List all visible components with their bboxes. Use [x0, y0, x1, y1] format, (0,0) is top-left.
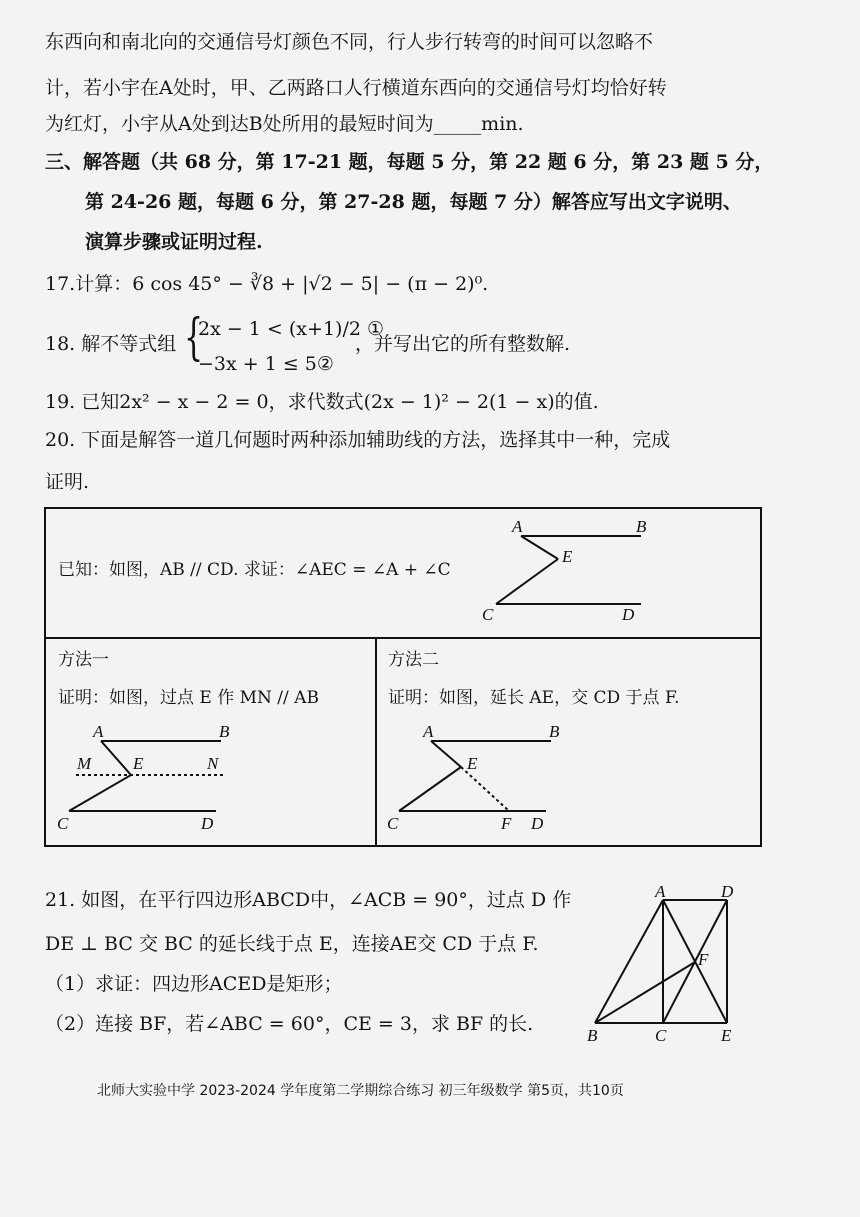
parallelogram-figure — [585, 885, 755, 1055]
given-figure — [466, 514, 666, 629]
proof-table — [44, 507, 762, 847]
label-c: C — [387, 814, 399, 833]
question-18-ineq-2: −3x + 1 ≤ 5② — [198, 353, 334, 375]
method-one-title: 方法一 — [58, 650, 109, 670]
continued-line-2: 计，若小宇在A处时，甲、乙两路口人行横道东西向的交通信号灯均恰好转 — [45, 77, 667, 99]
label-d: D — [201, 814, 214, 833]
method-two-text: 证明：如图，延长 AE，交 CD 于点 F. — [388, 688, 680, 708]
label-e: E — [467, 754, 478, 773]
horizontal-divider — [46, 637, 760, 639]
label-a: A — [655, 885, 666, 901]
label-c: C — [57, 814, 69, 833]
given-statement: 已知：如图，AB // CD. 求证：∠AEC = ∠A + ∠C — [58, 560, 451, 580]
method-one-figure — [51, 719, 251, 839]
label-e: E — [721, 1026, 732, 1045]
label-f: F — [698, 950, 709, 969]
label-b: B — [549, 722, 560, 741]
brace-glyph: { — [184, 308, 204, 366]
label-b: B — [636, 517, 647, 536]
label-a: A — [423, 722, 434, 741]
question-18-suffix: ，并写出它的所有整数解. — [355, 333, 571, 355]
question-21-line-2: DE ⊥ BC 交 BC 的延长线于点 E，连接AE交 CD 于点 F. — [45, 933, 539, 955]
label-m: M — [77, 754, 92, 773]
label-b: B — [219, 722, 230, 741]
method-two-figure — [381, 719, 601, 839]
page-footer: 北师大实验中学 2023-2024 学年度第二学期综合练习 初三年级数学 第5页，共10页 — [97, 1083, 624, 1099]
question-21-part-2: （2）连接 BF，若∠ABC = 60°，CE = 3，求 BF 的长. — [45, 1013, 534, 1035]
method-one-text: 证明：如图，过点 E 作 MN // AB — [58, 688, 319, 708]
method-two-title: 方法二 — [388, 650, 439, 670]
label-f: F — [501, 814, 512, 833]
question-21-line-1: 21. 如图，在平行四边形ABCD中，∠ACB = 90°，过点 D 作 — [45, 889, 572, 911]
question-18-prefix: 18. 解不等式组 — [45, 333, 177, 355]
continued-line-3: 为红灯，小宇从A处到达B处所用的最短时间为_____min. — [45, 113, 524, 135]
label-n: N — [207, 754, 219, 773]
label-c: C — [655, 1026, 667, 1045]
question-18-ineq-1: 2x − 1 < (x+1)/2 ① — [198, 318, 385, 340]
vertical-divider — [375, 637, 377, 845]
label-e: E — [133, 754, 144, 773]
section3-line-1: 三、解答题（共 68 分，第 17-21 题，每题 5 分，第 22 题 6 分，第 23 题 5 分， — [45, 151, 774, 173]
label-d: D — [721, 885, 734, 901]
label-c: C — [482, 605, 494, 624]
question-19: 19. 已知2x² − x − 2 = 0，求代数式(2x − 1)² − 2(1 − x)的值. — [45, 391, 599, 413]
label-a: A — [93, 722, 104, 741]
label-e: E — [562, 547, 573, 566]
continued-line-1: 东西向和南北向的交通信号灯颜色不同，行人步行转弯的时间可以忽略不 — [45, 31, 654, 53]
question-20-line-2: 证明. — [45, 471, 90, 493]
label-d: D — [622, 605, 635, 624]
section3-line-3: 演算步骤或证明过程. — [85, 231, 263, 253]
label-a: A — [512, 517, 523, 536]
label-d: D — [531, 814, 544, 833]
label-b: B — [587, 1026, 598, 1045]
question-20-line-1: 20. 下面是解答一道几何题时两种添加辅助线的方法，选择其中一种，完成 — [45, 429, 671, 451]
section3-line-2: 第 24-26 题，每题 6 分，第 27-28 题，每题 7 分）解答应写出文字说明、 — [85, 191, 742, 213]
question-21-part-1: （1）求证：四边形ACED是矩形； — [45, 973, 343, 995]
question-17: 17.计算：6 cos 45° − ∛8 + |√2 − 5| − (π − 2)⁰. — [45, 273, 489, 295]
